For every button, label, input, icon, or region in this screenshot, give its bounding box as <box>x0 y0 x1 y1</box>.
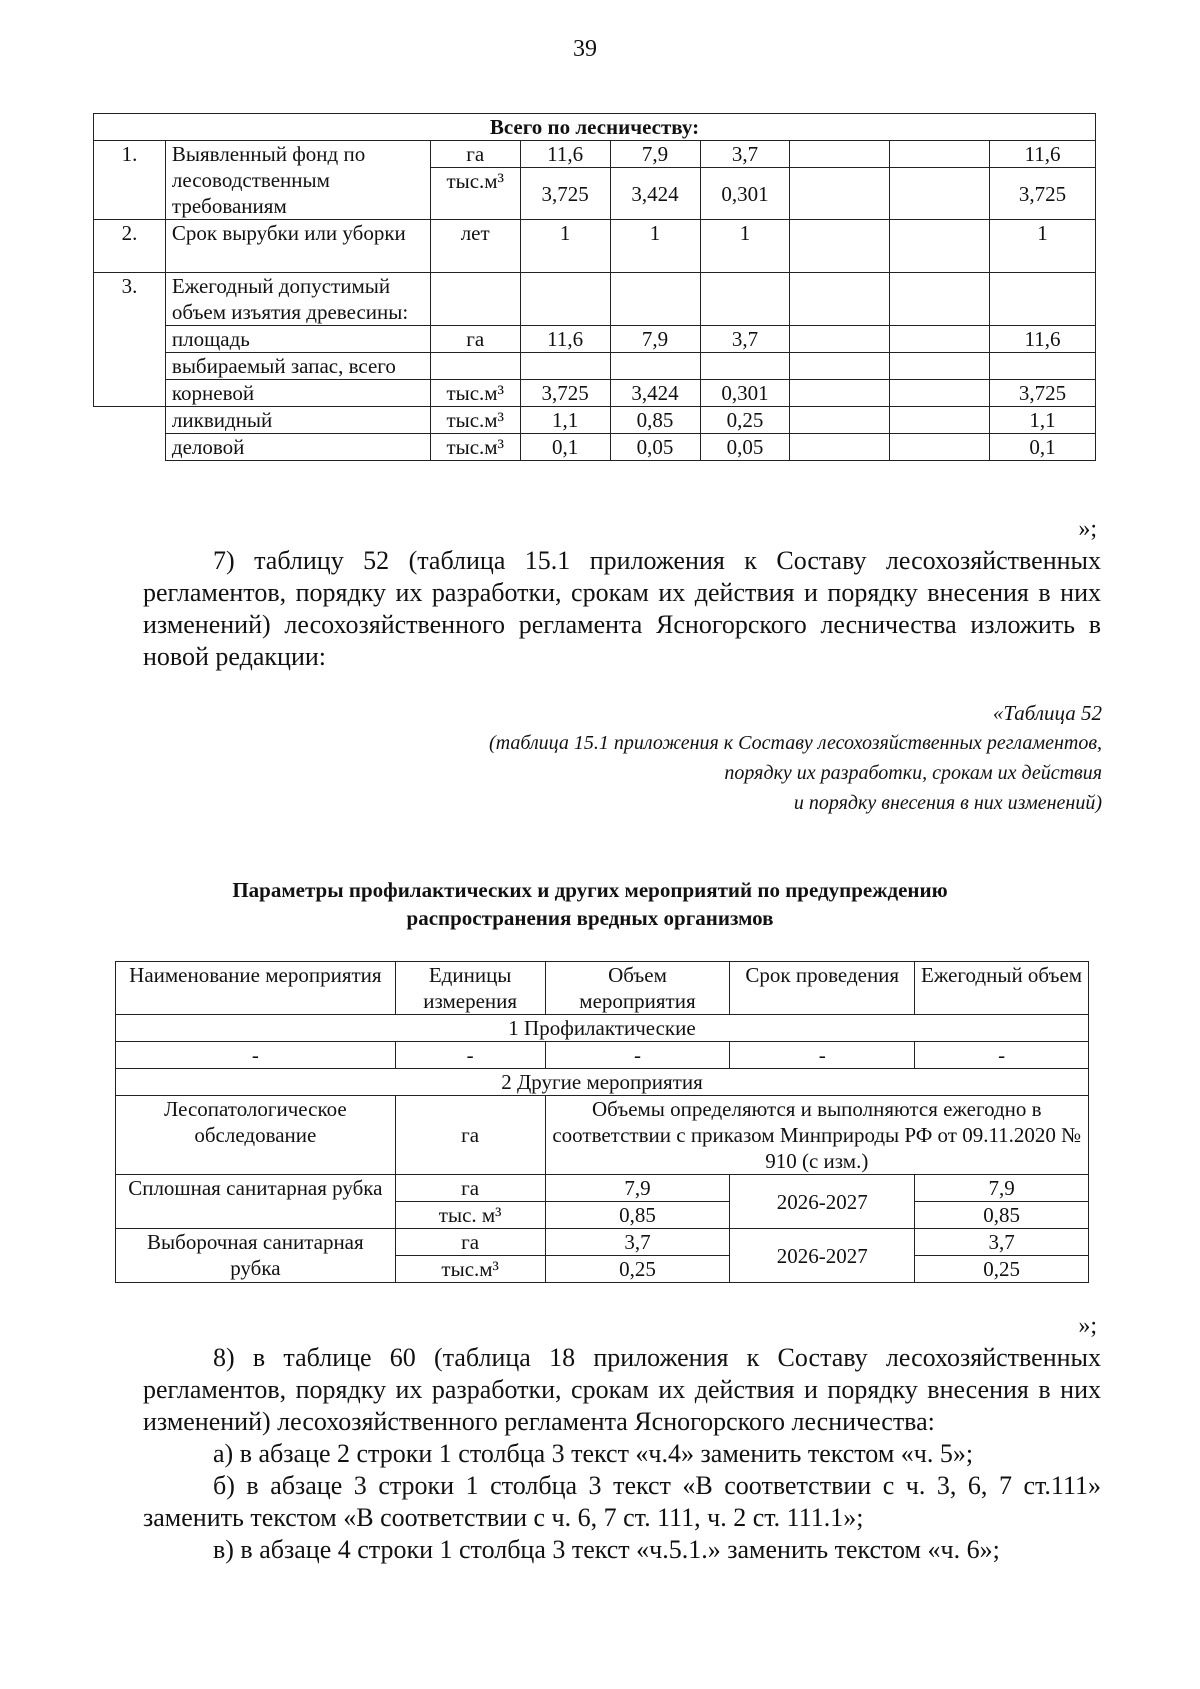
dash-cell: - <box>545 1042 730 1069</box>
section-row: 1 Профилактические <box>116 1015 1089 1042</box>
table-header: Всего по лесничеству: <box>94 114 1096 141</box>
row-number: 1. <box>94 141 166 220</box>
unit-cell: га <box>395 1175 545 1202</box>
value-cell <box>790 220 890 273</box>
caption-line: и порядку внесения в них изменений) <box>793 792 1102 814</box>
column-header: Срок проведения <box>730 962 915 1015</box>
value-cell: 11,6 <box>520 326 610 353</box>
measure-name: Сплошная санитарная рубка <box>116 1175 396 1229</box>
value-cell: 1,1 <box>520 407 610 434</box>
paragraph-7 <box>143 545 1101 673</box>
row-number: 3. <box>94 273 166 326</box>
unit-cell: тыс.м³ <box>430 434 520 461</box>
value-cell: 0,85 <box>610 407 700 434</box>
volume-cell: 0,25 <box>545 1256 730 1283</box>
value-cell: 0,301 <box>700 380 790 407</box>
column-header: Единицы измерения <box>395 962 545 1015</box>
value-cell: 3,725 <box>520 168 610 220</box>
value-cell <box>890 326 990 353</box>
value-cell: 3,725 <box>520 380 610 407</box>
closing-quote: »; <box>1078 1313 1097 1339</box>
value-cell: 1 <box>610 220 700 273</box>
item-a <box>143 1438 1101 1470</box>
unit-cell: га <box>395 1096 545 1175</box>
annual-cell: 0,25 <box>915 1256 1089 1283</box>
forestry-total-table <box>93 113 1096 461</box>
row-name: Срок вырубки или уборки <box>165 220 430 273</box>
item-b-text: б) в абзаце 3 строки 1 столбца 3 текст «В соответствии с ч. 3, 6, 7 ст.111» заменить текстом «В соответствии с ч. 6, 7 ст. 111, ч. 2 ст. 111.1»; <box>143 1471 1101 1532</box>
volume-cell: 3,7 <box>545 1229 730 1256</box>
item-c-text: в) в абзаце 4 строки 1 столбца 3 текст «ч.5.1.» заменить текстом «ч. 6»; <box>213 1535 1000 1564</box>
row-number: 2. <box>94 220 166 273</box>
measure-name: Выборочная санитарная рубка <box>116 1229 396 1283</box>
value-cell: 11,6 <box>520 141 610 168</box>
page-number: 39 <box>573 36 597 62</box>
column-header: Наименование мероприятия <box>116 962 396 1015</box>
item-a-text: а) в абзаце 2 строки 1 столбца 3 текст «ч.4» заменить текстом «ч. 5»; <box>213 1439 974 1468</box>
value-cell: 0,1 <box>520 434 610 461</box>
table-caption <box>489 698 1102 818</box>
annual-cell: 3,7 <box>915 1229 1089 1256</box>
item-c <box>143 1534 1101 1566</box>
value-cell: 7,9 <box>610 141 700 168</box>
heading-line: Параметры профилактических и других мероприятий по предупреждению <box>232 878 948 902</box>
value-cell: 3,424 <box>610 168 700 220</box>
unit-cell: лет <box>430 220 520 273</box>
value-cell: 3,725 <box>990 380 1096 407</box>
value-cell <box>890 168 990 220</box>
value-cell: 11,6 <box>990 326 1096 353</box>
caption-line: «Таблица 52 <box>992 701 1102 725</box>
dash-cell: - <box>915 1042 1089 1069</box>
column-header: Объем мероприятия <box>545 962 730 1015</box>
value-cell: 0,05 <box>610 434 700 461</box>
unit-cell: га <box>395 1229 545 1256</box>
column-header: Ежегодный объем <box>915 962 1089 1015</box>
volume-cell: 7,9 <box>545 1175 730 1202</box>
value-cell <box>890 380 990 407</box>
value-cell: 0,25 <box>700 407 790 434</box>
closing-quote: »; <box>1078 516 1097 542</box>
value-cell: 1 <box>990 220 1096 273</box>
value-cell <box>890 434 990 461</box>
term-cell: 2026-2027 <box>730 1229 915 1283</box>
unit-cell: тыс.м³ <box>395 1256 545 1283</box>
pest-measures-table <box>115 961 1089 1283</box>
value-cell: 7,9 <box>610 326 700 353</box>
value-cell: 1,1 <box>990 407 1096 434</box>
annual-cell: 7,9 <box>915 1175 1089 1202</box>
value-cell: 3,424 <box>610 380 700 407</box>
paragraph-8-text: 8) в таблице 60 (таблица 18 приложения к Составу лесохозяйственных регламентов, порядку их разработки, срокам их действия и порядку внесения в них изменений) лесохозяйственного регламента Ясногорского лесничества: <box>143 1343 1101 1436</box>
paragraph-7-text: 7) таблицу 52 (таблица 15.1 приложения к Составу лесохозяйственных регламентов, порядку их разработки, срокам их действия и порядку внесения в них изменений) лесохозяйственного регламента Ясногорского лесничества изложить в новой редакции: <box>143 546 1101 671</box>
value-cell <box>790 434 890 461</box>
value-cell <box>790 168 890 220</box>
section-heading <box>120 876 1060 932</box>
survey-note: Объемы определяются и выполняются ежегодно в соответствии с приказом Минприроды РФ от 09.11.2020 № 910 (с изм.) <box>545 1096 1088 1175</box>
volume-cell: 0,85 <box>545 1202 730 1229</box>
dash-cell: - <box>116 1042 396 1069</box>
value-cell: 3,7 <box>700 326 790 353</box>
value-cell <box>890 220 990 273</box>
value-cell: 1 <box>700 220 790 273</box>
unit-cell: га <box>430 141 520 168</box>
term-cell: 2026-2027 <box>730 1175 915 1229</box>
row-name: корневой <box>165 380 430 407</box>
paragraph-8 <box>143 1342 1101 1438</box>
value-cell <box>790 141 890 168</box>
value-cell: 1 <box>520 220 610 273</box>
row-name: площадь <box>165 326 430 353</box>
row-name: Ежегодный допустимый объем изъятия древесины: <box>165 273 430 326</box>
value-cell: 3,725 <box>990 168 1096 220</box>
value-cell: 3,7 <box>700 141 790 168</box>
measure-name: Лесопатологическое обследование <box>116 1096 396 1175</box>
row-name: ликвидный <box>165 407 430 434</box>
section-row: 2 Другие мероприятия <box>116 1069 1089 1096</box>
unit-cell: тыс.м³ <box>430 407 520 434</box>
item-b <box>143 1470 1101 1534</box>
unit-cell: тыс.м³ <box>430 168 520 220</box>
dash-cell: - <box>395 1042 545 1069</box>
row-name: выбираемый запас, всего <box>165 353 430 380</box>
value-cell: 11,6 <box>990 141 1096 168</box>
unit-cell: тыс.м³ <box>430 380 520 407</box>
value-cell: 0,301 <box>700 168 790 220</box>
row-name: деловой <box>165 434 430 461</box>
row-name: Выявленный фонд по лесоводственным требованиям <box>165 141 430 220</box>
heading-line: распространения вредных организмов <box>406 906 774 930</box>
unit-cell: га <box>430 326 520 353</box>
caption-line: порядку их разработки, срокам их действия <box>724 762 1102 784</box>
value-cell <box>790 380 890 407</box>
value-cell <box>890 407 990 434</box>
value-cell <box>890 141 990 168</box>
value-cell: 0,05 <box>700 434 790 461</box>
value-cell: 0,1 <box>990 434 1096 461</box>
dash-cell: - <box>730 1042 915 1069</box>
value-cell <box>790 326 890 353</box>
unit-cell: тыс. м³ <box>395 1202 545 1229</box>
caption-line: (таблица 15.1 приложения к Составу лесохозяйственных регламентов, <box>489 732 1102 754</box>
value-cell <box>790 407 890 434</box>
annual-cell: 0,85 <box>915 1202 1089 1229</box>
